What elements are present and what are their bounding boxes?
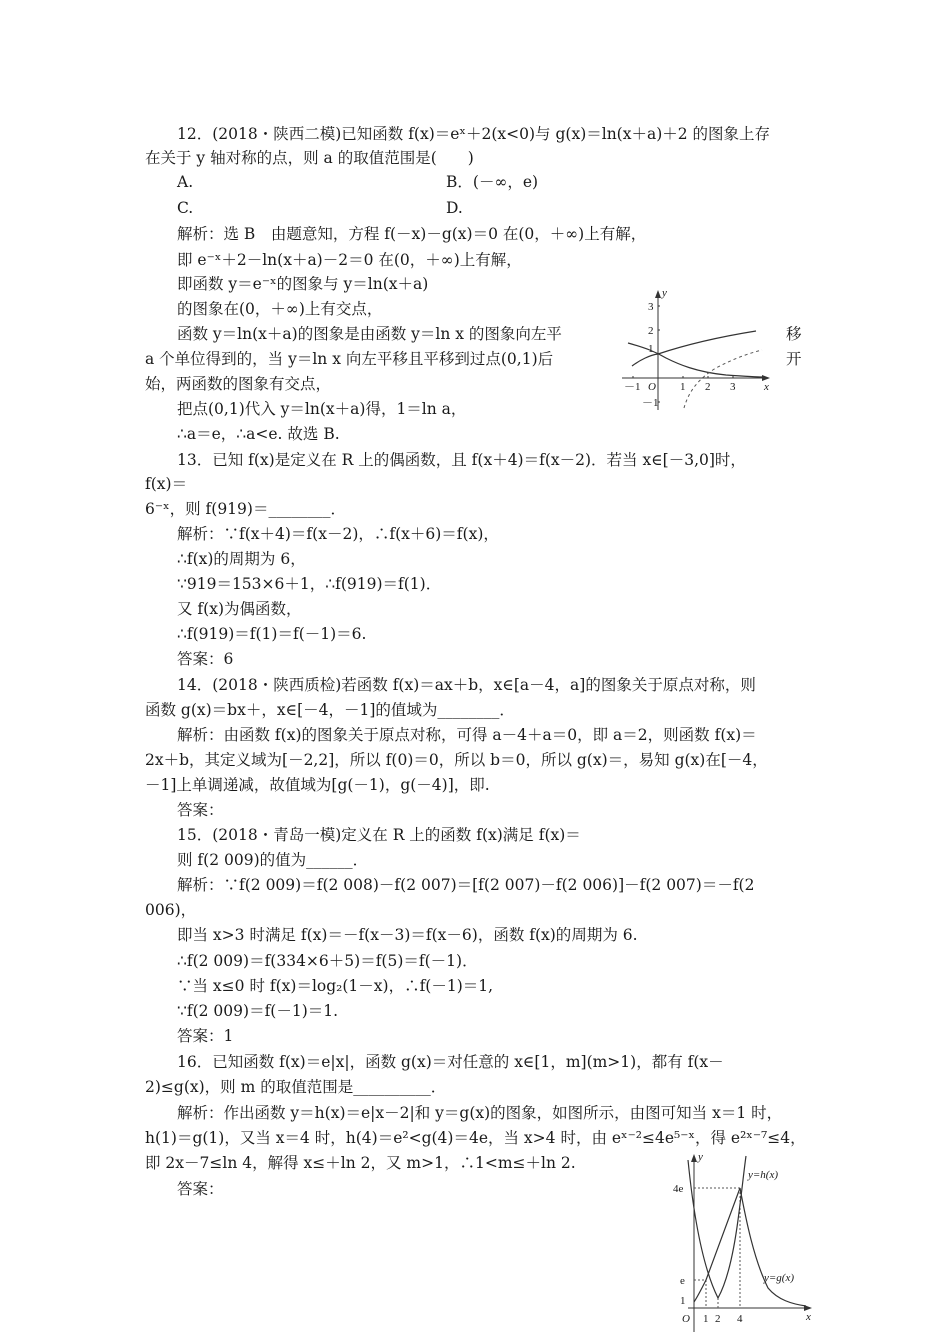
q14-solution-line-3: －1]上单调递减，故值域为[g(－1)，g(－4)]，即. — [145, 776, 490, 794]
q13-solution-line-5: ∴f(919)＝f(1)＝f(－1)＝6. — [177, 625, 367, 643]
q14-solution-line-1: 解析：由函数 f(x)的图象关于原点对称，可得 a－4＋a＝0，即 a＝2，则函数 f(x)＝ — [177, 726, 757, 744]
q15-solution-line-1: 解析：∵f(2 009)＝f(2 008)－f(2 007)＝[f(2 007)－f(2 006)]－f(2 007)＝－f(2 — [177, 876, 755, 894]
figure-q12-graph — [616, 284, 776, 414]
fig2-y-arrow — [691, 1154, 697, 1162]
q13-solution-line-4: 又 f(x)为偶函数， — [177, 600, 302, 618]
fig1-y-arrow — [655, 290, 661, 298]
fig1-x-tick-label-1: 1 — [680, 381, 686, 393]
q16-stem-line-1: 16．已知函数 f(x)＝e|x|，函数 g(x)＝对任意的 x∈[1，m](m>1)，都有 f(x－ — [177, 1053, 724, 1071]
fig1-x-axis-label: x — [764, 381, 769, 393]
fig1-y-tick-label-1: 1 — [648, 343, 654, 355]
fig2-curve-g-right — [740, 1188, 806, 1306]
q15-stem-line-2: 则 f(2 009)的值为______． — [177, 851, 369, 869]
fig1-x-tick-label-2: 2 — [705, 381, 711, 393]
q12-solution-line-4: 的图象在(0，＋∞)上有交点， — [177, 300, 383, 318]
q13-stem-line-2: f(x)＝ — [145, 475, 188, 493]
q12-solution-line-5-tail: 移 — [786, 325, 802, 343]
fig2-y-tick-label-4e: 4e — [673, 1183, 684, 1195]
q16-solution-line-1: 解析：作出函数 y＝h(x)＝e|x－2|和 y＝g(x)的图象，如图所示，由图可知当 x＝1 时， — [177, 1104, 783, 1122]
q12-solution-line-6-tail: 开 — [786, 350, 802, 368]
q15-solution-line-4: ∴f(2 009)＝f(334×6＋5)＝f(5)＝f(－1)． — [177, 952, 478, 970]
fig1-y-tick-label-neg1: －1 — [642, 397, 659, 409]
fig1-curve-ln-dashed — [684, 350, 762, 408]
q15-solution-line-6: ∵f(2 009)＝f(－1)＝1. — [177, 1002, 339, 1020]
fig1-x-tick-label-3: 3 — [730, 381, 736, 393]
q12-solution-line-8: 把点(0,1)代入 y＝ln(x＋a)得，1＝ln a， — [177, 400, 467, 418]
q15-answer: 答案：1 — [177, 1027, 234, 1045]
q12-option-a: A. — [177, 173, 194, 191]
fig1-y-axis-label: y — [662, 287, 667, 299]
q14-solution-line-2: 2x＋b，其定义域为[－2,2]，所以 f(0)＝0，所以 b＝0，所以 g(x)＝，易知 g(x)在[－4， — [145, 751, 768, 769]
fig2-x-tick-label-1: 1 — [703, 1313, 709, 1325]
fig2-curve-h — [688, 1156, 746, 1298]
fig2-origin-label: O — [682, 1313, 690, 1325]
fig2-label-g: y=g(x) — [764, 1272, 795, 1284]
q12-option-b: B．(－∞，e) — [446, 173, 539, 191]
q16-answer: 答案： — [177, 1180, 224, 1198]
q12-option-c: C. — [177, 199, 194, 217]
q12-stem-line-2: 在关于 y 轴对称的点，则 a 的取值范围是( ) — [145, 149, 474, 167]
q12-solution-line-2: 即 e⁻ˣ＋2－ln(x＋a)－2＝0 在(0，＋∞)上有解， — [177, 251, 522, 269]
fig2-x-tick-label-4: 4 — [737, 1313, 743, 1325]
q12-solution-line-6: a 个单位得到的，当 y＝ln x 向左平移且平移到过点(0,1)后 — [145, 350, 554, 368]
fig2-y-axis-label: y — [698, 1151, 703, 1163]
q12-option-d: D. — [446, 199, 463, 217]
figure-q16-graph — [672, 1150, 820, 1336]
fig2-x-axis-label: x — [806, 1311, 811, 1323]
fig2-x-tick-label-2: 2 — [715, 1313, 721, 1325]
fig1-origin-label: O — [648, 381, 656, 393]
q14-answer: 答案： — [177, 801, 224, 819]
fig2-y-tick-label-e: e — [680, 1275, 685, 1287]
q13-answer: 答案：6 — [177, 650, 234, 668]
q12-solution-line-5: 函数 y＝ln(x＋a)的图象是由函数 y＝ln x 的图象向左平 — [177, 325, 562, 343]
q12-solution-line-1: 解析：选 B 由题意知，方程 f(－x)－g(x)＝0 在(0，＋∞)上有解， — [177, 225, 647, 243]
q16-solution-line-3: 即 2x－7≤ln 4，解得 x≤＋ln 2，又 m>1，∴1<m≤＋ln 2. — [145, 1154, 576, 1172]
q12-solution-line-7: 始，两函数的图象有交点， — [145, 375, 332, 393]
q13-stem-line-1: 13．已知 f(x)是定义在 R 上的偶函数，且 f(x＋4)＝f(x－2)．若当 x∈[－3,0]时， — [177, 451, 746, 469]
q13-stem-line-3: 6⁻ˣ，则 f(919)＝________． — [145, 500, 346, 518]
q15-stem-line-1: 15．(2018・青岛一模)定义在 R 上的函数 f(x)满足 f(x)＝ — [177, 826, 581, 844]
q14-stem-line-2: 函数 g(x)＝bx＋，x∈[－4，－1]的值域为________． — [145, 701, 515, 719]
fig1-y-tick-label-2: 2 — [648, 325, 654, 337]
fig1-x-tick-label-neg1: －1 — [624, 381, 641, 393]
q13-solution-line-3: ∵919＝153×6＋1，∴f(919)＝f(1)． — [177, 575, 442, 593]
q16-solution-line-2: h(1)＝g(1)，又当 x＝4 时，h(4)＝e²<g(4)＝4e，当 x>4 时，由 eˣ⁻²≤4e⁵⁻ˣ，得 e²ˣ⁻⁷≤4， — [145, 1129, 806, 1147]
fig2-y-tick-label-1: 1 — [680, 1295, 686, 1307]
q13-solution-line-2: ∴f(x)的周期为 6， — [177, 550, 306, 568]
q12-solution-line-9: ∴a＝e，∴a<e. 故选 B. — [177, 425, 340, 443]
q12-solution-line-3: 即函数 y＝e⁻ˣ的图象与 y＝ln(x＋a) — [177, 275, 429, 293]
q15-solution-line-2: 006)， — [145, 901, 197, 919]
fig1-y-tick-label-3: 3 — [648, 301, 654, 313]
fig2-label-h: y=h(x) — [748, 1169, 779, 1181]
q15-solution-line-5: ∵当 x≤0 时 f(x)＝log₂(1－x)，∴f(－1)＝1, — [177, 977, 494, 995]
q16-stem-line-2: 2)≤g(x)，则 m 的取值范围是__________． — [145, 1078, 447, 1096]
q13-solution-line-1: 解析：∵f(x＋4)＝f(x－2)，∴f(x＋6)＝f(x)， — [177, 525, 499, 543]
q12-stem-line-1: 12．(2018・陕西二模)已知函数 f(x)＝eˣ＋2(x<0)与 g(x)＝ln(x＋a)＋2 的图象上存 — [177, 125, 771, 143]
q15-solution-line-3: 即当 x>3 时满足 f(x)＝－f(x－3)＝f(x－6)，函数 f(x)的周期为 6. — [177, 926, 638, 944]
q14-stem-line-1: 14．(2018・陕西质检)若函数 f(x)＝ax＋b，x∈[a－4，a]的图象关于原点对称，则 — [177, 676, 756, 694]
